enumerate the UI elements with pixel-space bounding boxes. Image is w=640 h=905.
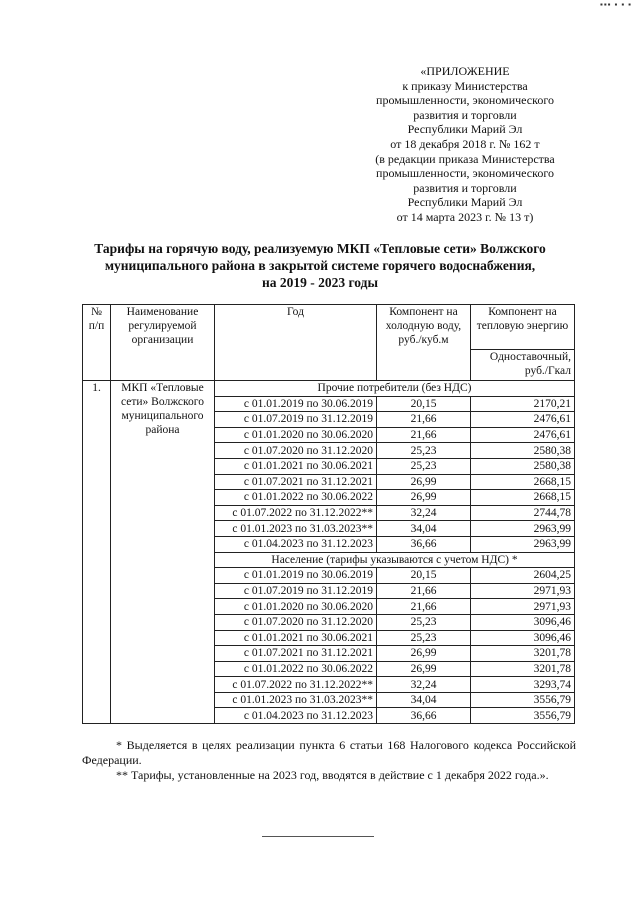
appendix-line: Республики Марий Эл	[407, 122, 523, 137]
cold-water-cell: 26,99	[377, 490, 471, 506]
heat-energy-cell: 2580,38	[471, 458, 575, 474]
title-line: муниципального района в закрытой системе горячего водоснабжения,	[104, 258, 536, 273]
appendix-line: Республики Марий Эл	[407, 195, 523, 210]
bottom-divider	[262, 836, 374, 837]
period-cell: с 01.04.2023 по 31.12.2023	[215, 536, 377, 552]
heat-energy-cell: 2668,15	[471, 490, 575, 506]
period-cell: с 01.04.2023 по 31.12.2023	[215, 708, 377, 724]
period-cell: с 01.07.2022 по 31.12.2022**	[215, 677, 377, 693]
cold-water-cell: 20,15	[377, 568, 471, 584]
row-number: 1.	[83, 381, 111, 724]
cold-water-cell: 26,99	[377, 474, 471, 490]
cold-water-cell: 34,04	[377, 692, 471, 708]
period-cell: с 01.01.2020 по 30.06.2020	[215, 599, 377, 615]
heat-energy-cell: 3201,78	[471, 661, 575, 677]
header-heat-single-rate: Одноставочный, руб./Гкал	[471, 350, 575, 381]
footnote-2023: ** Тарифы, установленные на 2023 год, вводятся в действие с 1 декабря 2022 года.».	[116, 768, 549, 782]
period-cell: с 01.01.2022 по 30.06.2022	[215, 661, 377, 677]
cold-water-cell: 21,66	[377, 583, 471, 599]
cold-water-cell: 34,04	[377, 521, 471, 537]
appendix-line: от 14 марта 2023 г. № 13 т)	[396, 209, 534, 224]
cold-water-cell: 26,99	[377, 646, 471, 662]
period-cell: с 01.07.2021 по 31.12.2021	[215, 646, 377, 662]
period-cell: с 01.01.2023 по 31.03.2023**	[215, 692, 377, 708]
period-cell: с 01.07.2021 по 31.12.2021	[215, 474, 377, 490]
period-cell: с 01.01.2019 по 30.06.2019	[215, 568, 377, 584]
heat-energy-cell: 3096,46	[471, 630, 575, 646]
footnotes	[82, 738, 576, 783]
cold-water-cell: 25,23	[377, 458, 471, 474]
cold-water-cell: 26,99	[377, 661, 471, 677]
period-cell: с 01.01.2019 по 30.06.2019	[215, 396, 377, 412]
cold-water-cell: 32,24	[377, 677, 471, 693]
appendix-line: промышленности, экономического	[376, 93, 554, 108]
appendix-line: от 18 декабря 2018 г. № 162 т	[390, 136, 540, 151]
cold-water-cell: 25,23	[377, 614, 471, 630]
group-label: Население (тарифы указываются с учетом НДС) *	[215, 552, 575, 568]
cold-water-cell: 36,66	[377, 708, 471, 724]
cold-water-cell: 25,23	[377, 443, 471, 459]
organization-name: МКП «Тепловые сети» Волжского муниципального района	[111, 381, 215, 724]
heat-energy-cell: 3556,79	[471, 708, 575, 724]
period-cell: с 01.01.2020 по 30.06.2020	[215, 427, 377, 443]
heat-energy-cell: 2476,61	[471, 412, 575, 428]
appendix-line: промышленности, экономического	[376, 166, 554, 181]
appendix-line: к приказу Министерства	[402, 78, 528, 93]
heat-energy-cell: 2604,25	[471, 568, 575, 584]
header-organization: Наименование регулируемой организации	[111, 305, 215, 381]
group-header-row	[83, 381, 575, 397]
heat-energy-cell: 3556,79	[471, 692, 575, 708]
heat-energy-cell: 2476,61	[471, 427, 575, 443]
heat-energy-cell: 3201,78	[471, 646, 575, 662]
period-cell: с 01.07.2022 по 31.12.2022**	[215, 505, 377, 521]
heat-energy-cell: 2744,78	[471, 505, 575, 521]
heat-energy-cell: 2971,93	[471, 599, 575, 615]
appendix-line: развития и торговли	[413, 107, 517, 122]
header-number: № п/п	[83, 305, 111, 381]
title-line: Тарифы на горячую воду, реализуемую МКП «Тепловые сети» Волжского	[94, 241, 546, 256]
title-line: на 2019 - 2023 годы	[261, 275, 379, 290]
cold-water-cell: 21,66	[377, 412, 471, 428]
period-cell: с 01.07.2019 по 31.12.2019	[215, 583, 377, 599]
document-title	[60, 240, 580, 291]
heat-energy-cell: 2668,15	[471, 474, 575, 490]
footnote-vat: * Выделяется в целях реализации пункта 6 статьи 168 Налогового кодекса Российской Федерации.	[82, 738, 576, 767]
header-heat-energy: Компонент на тепловую энергию	[471, 305, 575, 350]
heat-energy-cell: 2170,21	[471, 396, 575, 412]
period-cell: с 01.01.2021 по 30.06.2021	[215, 458, 377, 474]
cold-water-cell: 21,66	[377, 427, 471, 443]
appendix-line: (в редакции приказа Министерства	[375, 151, 555, 166]
tariff-table	[82, 304, 575, 724]
period-cell: с 01.07.2020 по 31.12.2020	[215, 614, 377, 630]
heat-energy-cell: 3096,46	[471, 614, 575, 630]
heat-energy-cell: 2580,38	[471, 443, 575, 459]
cold-water-cell: 36,66	[377, 536, 471, 552]
cold-water-cell: 20,15	[377, 396, 471, 412]
period-cell: с 01.07.2019 по 31.12.2019	[215, 412, 377, 428]
period-cell: с 01.01.2023 по 31.03.2023**	[215, 521, 377, 537]
heat-energy-cell: 3293,74	[471, 677, 575, 693]
cold-water-cell: 25,23	[377, 630, 471, 646]
heat-energy-cell: 2963,99	[471, 536, 575, 552]
cold-water-cell: 32,24	[377, 505, 471, 521]
heat-energy-cell: 2971,93	[471, 583, 575, 599]
period-cell: с 01.01.2021 по 30.06.2021	[215, 630, 377, 646]
appendix-line: «ПРИЛОЖЕНИЕ	[420, 64, 510, 78]
period-cell: с 01.01.2022 по 30.06.2022	[215, 490, 377, 506]
period-cell: с 01.07.2020 по 31.12.2020	[215, 443, 377, 459]
appendix-header	[345, 64, 585, 225]
scan-corner-mark: ▪▪▪ ▪ ▪ ▪	[599, 0, 632, 9]
header-year: Год	[215, 305, 377, 381]
heat-energy-cell: 2963,99	[471, 521, 575, 537]
header-cold-water: Компонент на холодную воду, руб./куб.м	[377, 305, 471, 381]
group-label: Прочие потребители (без НДС)	[215, 381, 575, 397]
cold-water-cell: 21,66	[377, 599, 471, 615]
appendix-line: развития и торговли	[413, 180, 517, 195]
